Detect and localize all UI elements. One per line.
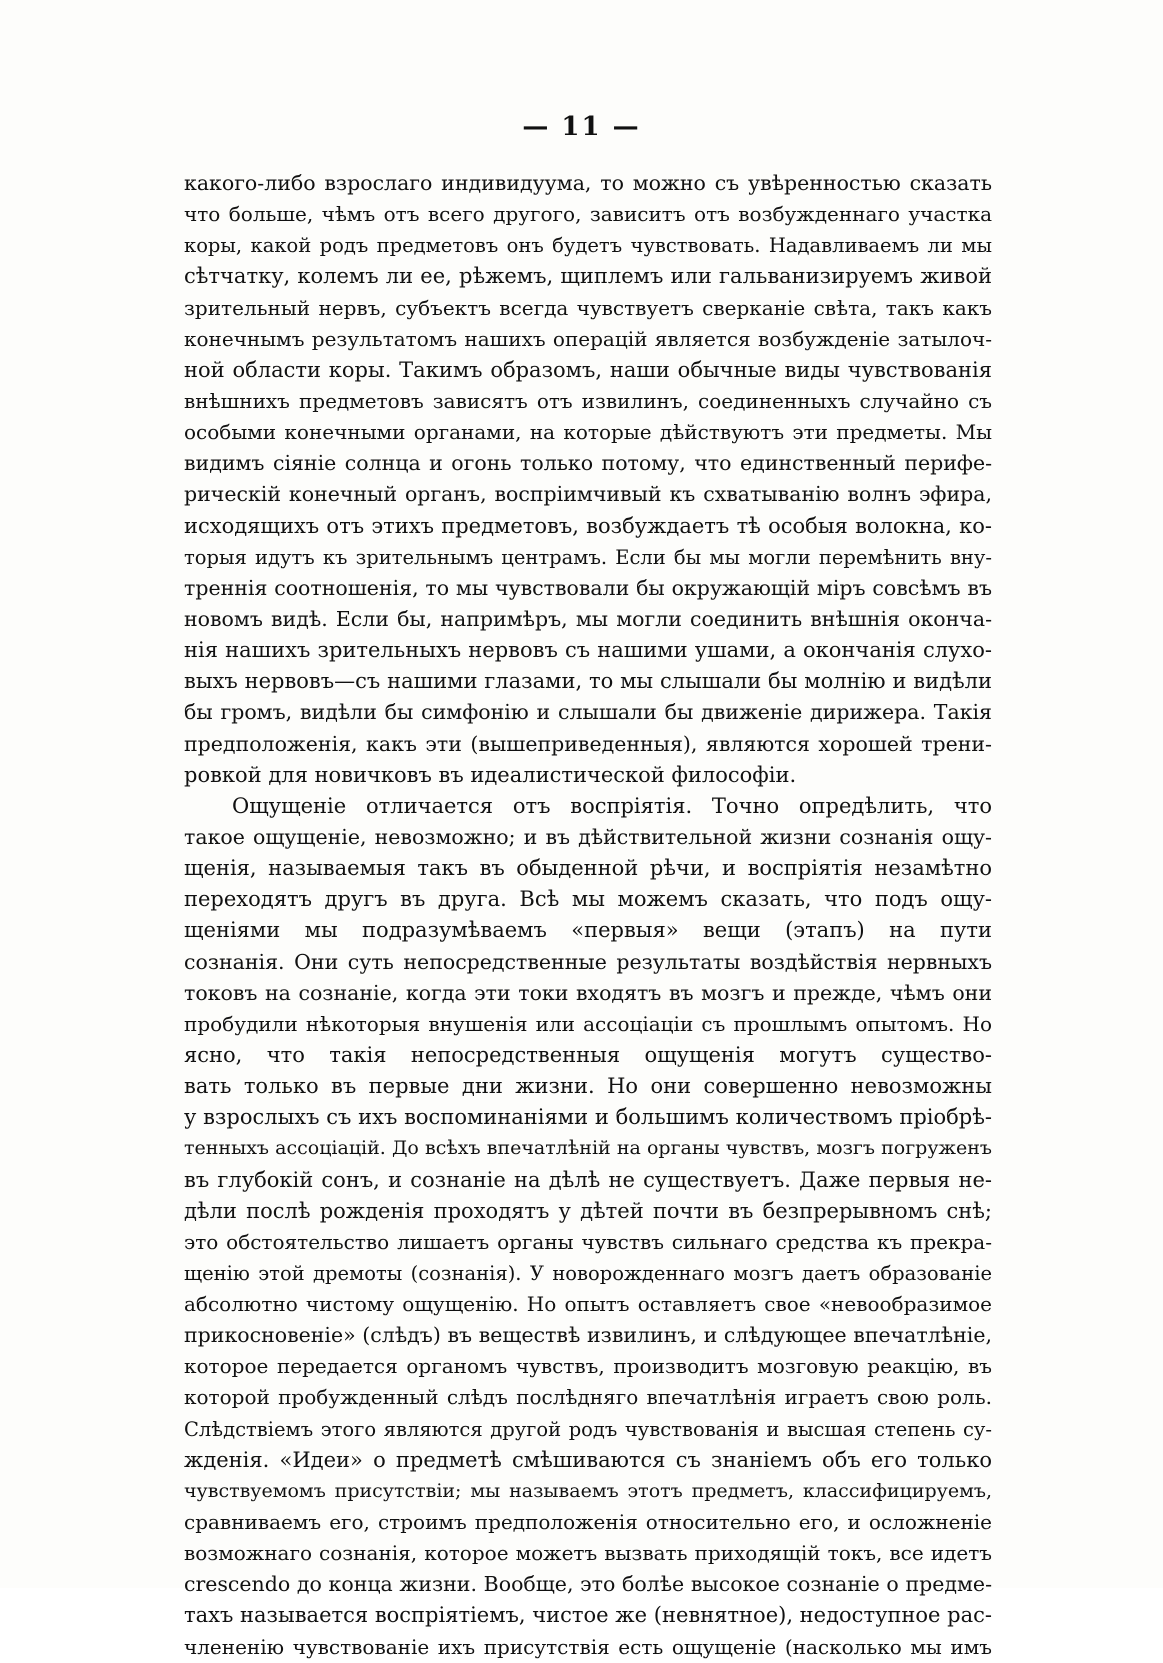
text-line: жденія. «Идеи» о предметѣ смѣшиваются съ знаніемъ объ его только bbox=[184, 1447, 992, 1472]
text-line: щенію этой дремоты (сознанія). У новорожденнаго мозгъ даетъ образованіе bbox=[184, 1261, 992, 1285]
text-line: конечнымъ результатомъ нашихъ операцій является возбужденіе затылоч- bbox=[184, 326, 992, 351]
text-line: это обстоятельство лишаетъ органы чувствъ сильнаго средства къ прекра- bbox=[184, 1229, 992, 1254]
text-line: сѣтчатку, колемъ ли ее, рѣжемъ, щиплемъ или гальванизируемъ живой bbox=[184, 264, 992, 289]
text-line: какого-либо взрослаго индивидуума, то можно съ увѣренностью сказать bbox=[184, 171, 992, 195]
text-line: которой пробужденный слѣдъ послѣдняго впечатлѣнія играетъ свою роль. bbox=[184, 1385, 992, 1410]
text-line: тенныхъ ассоціацій. До всѣхъ впечатлѣній на органы чувствъ, мозгъ погруженъ bbox=[184, 1137, 992, 1160]
text-line: рическій конечный органъ, воспріимчивый къ схватыванію волнъ эфира, bbox=[184, 482, 992, 507]
text-line: сравниваемъ его, строимъ предположенія относительно его, и осложненіе bbox=[184, 1510, 992, 1535]
text-line: исходящихъ отъ этихъ предметовъ, возбуждаетъ тѣ особыя волокна, ко- bbox=[184, 513, 992, 538]
text-line: абсолютно чистому ощущенію. Но опытъ оставляетъ свое «невообразимое bbox=[184, 1292, 992, 1317]
text-line: зрительный нервъ, субъектъ всегда чувствуетъ сверканіе свѣта, такъ какъ bbox=[184, 295, 992, 320]
text-line: коры, какой родъ предметовъ онъ будетъ чувствовать. Надавливаемъ ли мы bbox=[184, 234, 992, 258]
text-line: crescendo до конца жизни. Вообще, это болѣе высокое сознаніе о предме- bbox=[184, 1572, 992, 1597]
text-line: пробудили нѣкоторыя внушенія или ассоціаціи съ прошлымъ опытомъ. Но bbox=[184, 1011, 992, 1036]
text-line: Слѣдствіемъ этого являются другой родъ чувствованія и высшая степень су- bbox=[184, 1417, 992, 1441]
text-line: предположенія, какъ эти (вышеприведенныя), являются хорошей трени- bbox=[184, 731, 992, 756]
text-line: щенія, называемыя такъ въ обыденной рѣчи, и воспріятія незамѣтно bbox=[184, 856, 992, 881]
body-text bbox=[184, 168, 992, 1663]
page-number: — 11 — bbox=[522, 112, 641, 142]
text-line: токовъ на сознаніе, когда эти токи входятъ въ мозгъ и прежде, чѣмъ они bbox=[184, 980, 992, 1005]
text-line: торыя идутъ къ зрительнымъ центрамъ. Если бы мы могли перемѣнить вну- bbox=[184, 545, 992, 569]
text-line: возможнаго сознанія, которое можетъ вызвать приходящій токъ, все идетъ bbox=[184, 1541, 992, 1566]
paragraph bbox=[184, 791, 992, 1663]
text-line: щеніями мы подразумѣваемъ «первыя» вещи (этапъ) на пути bbox=[184, 918, 992, 943]
text-line: Ощущеніе отличается отъ воспріятія. Точно опредѣлить, что bbox=[232, 793, 992, 818]
text-line: дѣли послѣ рожденія проходятъ у дѣтей почти въ безпрерывномъ снѣ; bbox=[184, 1198, 992, 1223]
text-line: видимъ сіяніе солнца и огонь только потому, что единственный перифе- bbox=[184, 451, 992, 476]
text-line: треннія соотношенія, то мы чувствовали бы окружающій міръ совсѣмъ въ bbox=[184, 575, 992, 600]
text-line: такое ощущеніе, невозможно; и въ дѣйствительной жизни сознанія ощу- bbox=[184, 824, 992, 849]
text-line: прикосновеніе» (слѣдъ) въ веществѣ извилинъ, и слѣдующее впечатлѣніе, bbox=[184, 1323, 992, 1348]
text-line: выхъ нервовъ—съ нашими глазами, то мы слышали бы молнію и видѣли bbox=[184, 669, 992, 694]
text-line: тахъ называется воспріятіемъ, чистое же (невнятное), недоступное рас- bbox=[184, 1603, 992, 1628]
text-line: вать только въ первые дни жизни. Но они совершенно невозможны bbox=[184, 1074, 992, 1099]
text-line: ясно, что такія непосредственныя ощущенія могутъ существо- bbox=[184, 1042, 992, 1067]
text-line: члененію чувствованіе ихъ присутствія есть ощущеніе (насколько мы имъ bbox=[184, 1634, 992, 1659]
text-line: ной области коры. Такимъ образомъ, наши обычные виды чувствованія bbox=[184, 357, 992, 382]
text-line: въ глубокій сонъ, и сознаніе на дѣлѣ не существуетъ. Даже первыя не- bbox=[184, 1167, 992, 1192]
text-line: что больше, чѣмъ отъ всего другого, зависитъ отъ возбужденнаго участка bbox=[184, 202, 992, 227]
text-line: переходятъ другъ въ друга. Всѣ мы можемъ сказать, что подъ ощу- bbox=[184, 887, 992, 912]
text-line: сознанія. Они суть непосредственные результаты воздѣйствія нервныхъ bbox=[184, 949, 992, 974]
paragraph bbox=[184, 168, 992, 791]
text-line: нія нашихъ зрительныхъ нервовъ съ нашими ушами, а окончанія слухо- bbox=[184, 638, 992, 663]
text-line: у взрослыхъ съ ихъ воспоминаніями и большимъ количествомъ пріобрѣ- bbox=[184, 1105, 992, 1130]
text-line: чувствуемомъ присутствіи; мы называемъ этотъ предметъ, классифицируемъ, bbox=[184, 1479, 992, 1502]
text-line: которое передается органомъ чувствъ, производитъ мозговую реакцію, въ bbox=[184, 1354, 992, 1379]
text-line: особыми конечными органами, на которые дѣйствуютъ эти предметы. Мы bbox=[184, 420, 992, 445]
text-line: ровкой для новичковъ въ идеалистической философіи. bbox=[184, 762, 797, 787]
text-line: внѣшнихъ предметовъ зависятъ отъ извилинъ, соединенныхъ случайно съ bbox=[184, 388, 992, 413]
text-line: новомъ видѣ. Если бы, напримѣръ, мы могли соединить внѣшнія оконча- bbox=[184, 606, 992, 631]
text-line: бы громъ, видѣли бы симфонію и слышали бы движеніе дирижера. Такія bbox=[184, 700, 992, 725]
